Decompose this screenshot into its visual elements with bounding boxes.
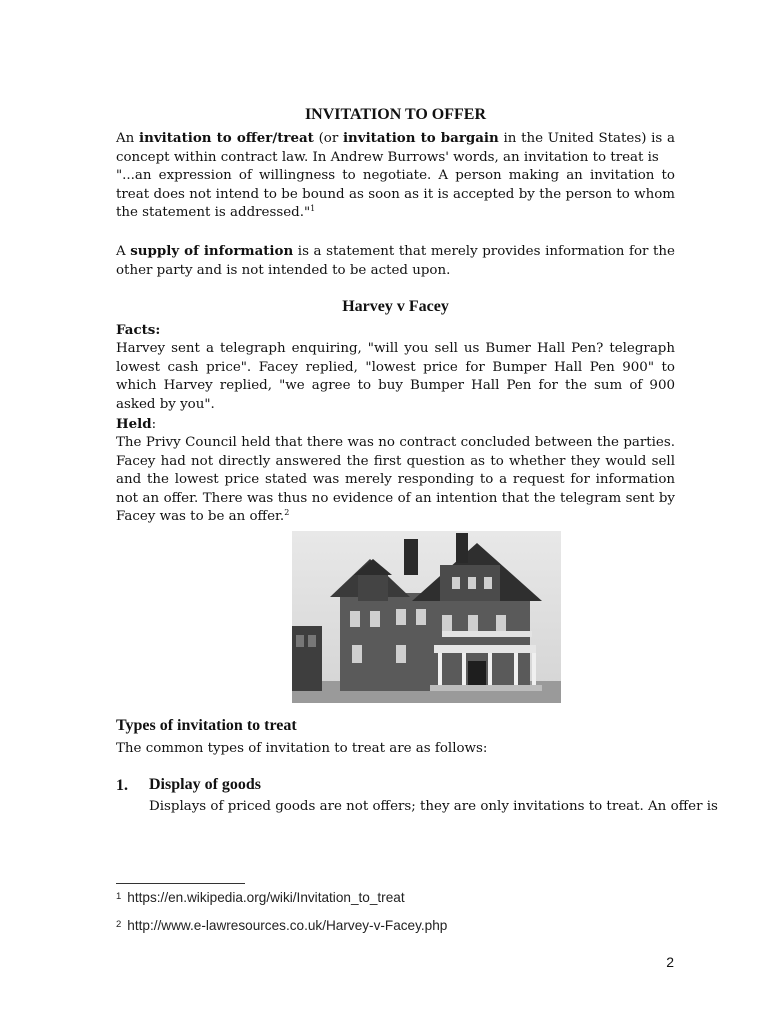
- list-title-display-of-goods: Display of goods: [149, 776, 262, 793]
- footnote-1-link[interactable]: https://en.wikipedia.org/wiki/Invitation_to_treat: [127, 890, 405, 905]
- held-text: The Privy Council held that there was no contract concluded between the parties. Facey had not directly answered the first question as to whether they would sell and the lowest price stated was merely responding to a request for information not an offer. There was thus no evidence of an intention that the telegram sent by Facey was to be an offer.: [116, 435, 675, 525]
- facts-paragraph: Harvey sent a telegraph enquiring, "will you sell us Bumer Hall Pen? telegraph lowest cash price". Facey replied, "lowest price for Bumper Hall Pen 900" to which Harvey replied, "we agree to buy Bumper Hall Pen for the sum of 900 asked by you".: [116, 341, 675, 412]
- intro-text-3: in the United States) is a concept within contract law. In Andrew Burrows' words, an invitation to treat is: [116, 131, 675, 165]
- types-heading: Types of invitation to treat: [116, 717, 297, 734]
- intro-text-2: (or: [313, 131, 343, 146]
- list-text-display-of-goods: Displays of priced goods are not offers; they are only invitations to treat. An offer is: [149, 799, 718, 814]
- intro-paragraph: [116, 129, 675, 223]
- footnote-2-number: 2: [116, 919, 122, 930]
- page-number: 2: [666, 954, 674, 970]
- footnote-1: [116, 890, 405, 905]
- intro-term-1: invitation to offer/treat: [139, 130, 314, 146]
- footnote-2-link[interactable]: http://www.e-lawresources.co.uk/Harvey-v-Facey.php: [127, 918, 448, 933]
- held-paragraph: [116, 434, 675, 527]
- footnote-1-number: 1: [116, 891, 122, 902]
- list-number-1: 1.: [116, 777, 128, 794]
- intro-term-2: invitation to bargain: [342, 130, 499, 146]
- supply-text-2: is a statement that merely provides information for the other party and is not intended to be acted upon.: [116, 244, 675, 278]
- intro-text-1: An: [116, 131, 140, 146]
- facts-label: Facts:: [116, 322, 161, 338]
- footnote-ref-1: 1: [310, 204, 316, 214]
- footnote-2: [116, 918, 447, 933]
- burrows-quote: "...an expression of willingness to negotiate. A person making an invitation to treat does not intend to be bound as soon as it is accepted by the person to whom the statement is addressed.": [116, 168, 675, 221]
- supply-text-1: A: [116, 244, 131, 259]
- supply-term: supply of information: [130, 243, 294, 259]
- footnote-divider: [116, 883, 245, 884]
- types-intro: The common types of invitation to treat are as follows:: [116, 741, 488, 756]
- supply-paragraph: [116, 242, 675, 280]
- page-title: INVITATION TO OFFER: [304, 106, 487, 123]
- case-title: Harvey v Facey: [342, 298, 449, 315]
- footnote-ref-2: 2: [284, 508, 290, 518]
- held-label: Held:: [116, 416, 157, 432]
- house-photo: [292, 531, 561, 703]
